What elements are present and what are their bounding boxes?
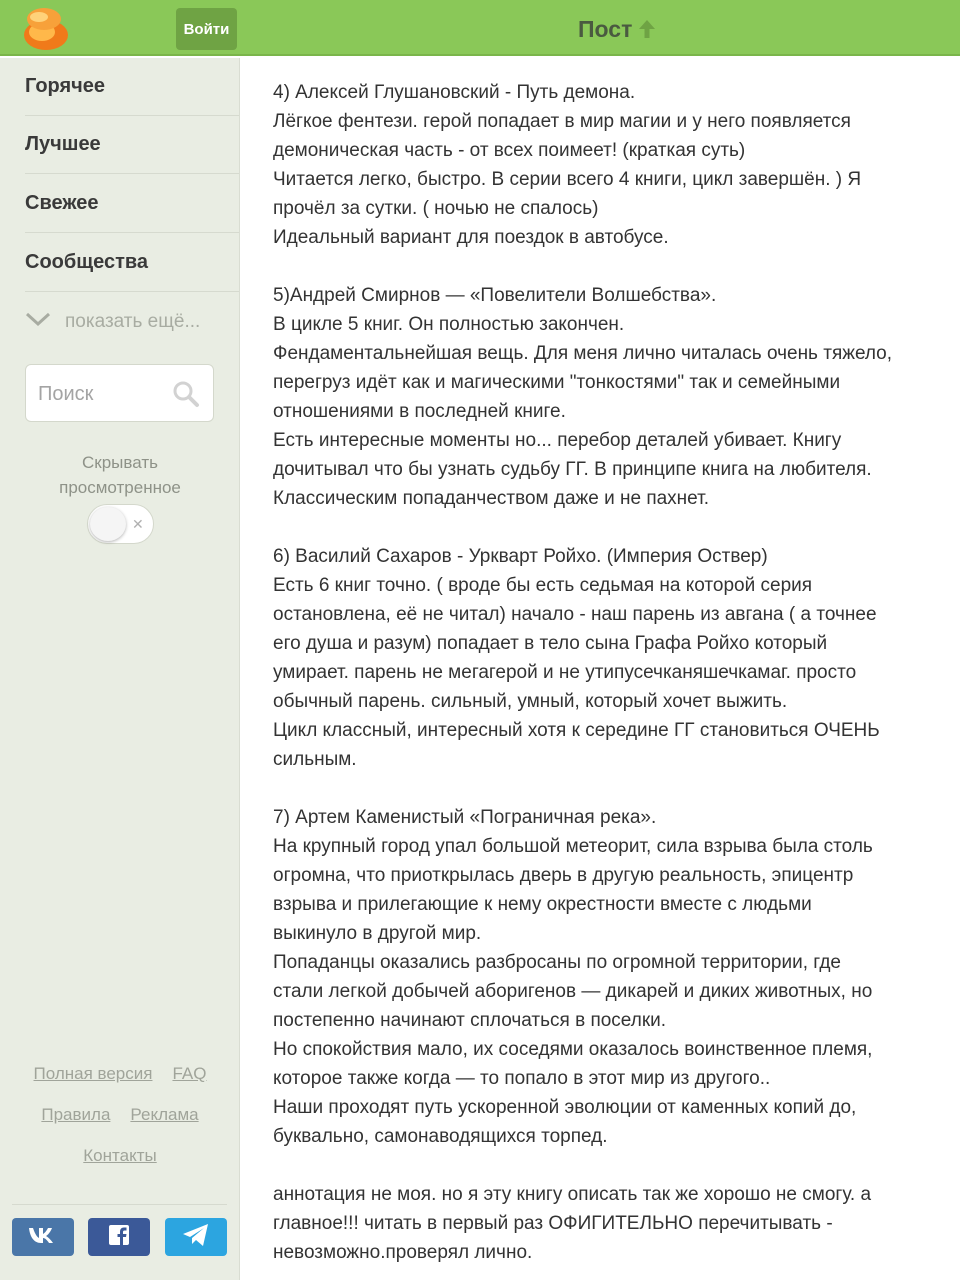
post-text-line: аннотация не моя. но я эту книгу описать так же хорошо не смогу. а xyxy=(273,1184,872,1205)
close-icon: ✕ xyxy=(132,516,144,532)
footer-row xyxy=(0,1146,240,1166)
post-text-line: прочёл за сутки. ( ночью не спалось) xyxy=(273,198,599,219)
hide-viewed-line: Скрывать xyxy=(82,453,158,472)
post-text-line: Классическим попаданчеством даже и не пахнет. xyxy=(273,488,709,509)
toggle-knob xyxy=(90,507,126,541)
post-text-line: 4) Алексей Глушановский - Путь демона. xyxy=(273,82,636,103)
post-text-line: сильным. xyxy=(273,749,357,770)
post-text-line: Читается легко, быстро. В серии всего 4 книги, цикл завершён. ) Я xyxy=(273,169,862,190)
post-text-line: Наши проходят путь ускоренной эволюции от каменных копий до, xyxy=(273,1097,857,1118)
post-text-line: Фендаментальнейшая вещь. Для меня лично читалась очень тяжело, xyxy=(273,343,893,364)
sidebar-item-hot[interactable] xyxy=(25,58,239,116)
post-text-line: дочитывал что бы узнать судьбу ГГ. В принципе книга на любителя. xyxy=(273,459,872,480)
footer-row xyxy=(0,1064,240,1084)
sidebar-item-label: Горячее xyxy=(25,75,106,97)
vk-icon xyxy=(28,1226,58,1249)
ads-link[interactable]: Реклама xyxy=(130,1105,199,1124)
faq-link[interactable]: FAQ xyxy=(172,1064,207,1083)
search-input[interactable] xyxy=(38,377,168,411)
search-box[interactable] xyxy=(25,364,214,422)
sidebar xyxy=(0,58,240,1280)
post-paragraph xyxy=(273,542,923,774)
post-text-line: буквально, самонаводящихся торпед. xyxy=(273,1126,608,1147)
post-text-line: перегруз идёт как и магическими "тонкостями" так и семейными xyxy=(273,372,841,393)
post-text-line: невозможно.проверял лично. xyxy=(273,1242,533,1263)
post-text-line: взрыва и прилегающие к нему окрестности вместе с людьми xyxy=(273,894,812,915)
hide-viewed-label xyxy=(0,450,240,500)
post-content xyxy=(273,78,923,1280)
search-icon[interactable] xyxy=(172,380,200,408)
post-text-line: Есть интересные моменты но... перебор деталей убивает. Книгу xyxy=(273,430,842,451)
post-text-line: В цикле 5 книг. Он полностью закончен. xyxy=(273,314,625,335)
post-paragraph xyxy=(273,78,923,252)
post-text-line: 5)Андрей Смирнов — «Повелители Волшебства». xyxy=(273,285,717,306)
vk-button[interactable] xyxy=(12,1218,74,1256)
show-more-button[interactable] xyxy=(25,302,239,342)
post-text-line: его душа и разум) попадает в тело сына Графа Ройхо который xyxy=(273,633,828,654)
post-text-line: обычный парень. сильный, умный, который хочет выжить. xyxy=(273,691,788,712)
post-paragraph xyxy=(273,1180,923,1267)
post-text-line: Но спокойствия мало, их соседями оказалось воинственное племя, xyxy=(273,1039,873,1060)
sidebar-item-fresh[interactable] xyxy=(25,175,239,233)
hide-viewed-toggle[interactable] xyxy=(87,504,154,544)
divider xyxy=(12,1204,227,1205)
sidebar-item-label: Свежее xyxy=(25,192,99,214)
top-bar xyxy=(0,0,960,56)
contacts-link[interactable]: Контакты xyxy=(83,1146,157,1165)
login-button[interactable]: Войти xyxy=(176,8,237,50)
post-title-label: Пост xyxy=(578,15,633,42)
sidebar-item-communities[interactable] xyxy=(25,234,239,292)
arrow-up-icon[interactable] xyxy=(638,19,656,39)
post-text-line: которое также когда — то попало в этот мир из другого.. xyxy=(273,1068,771,1089)
post-paragraph xyxy=(273,281,923,513)
rules-link[interactable]: Правила xyxy=(41,1105,111,1124)
sidebar-item-best[interactable] xyxy=(25,116,239,174)
hide-viewed-line: просмотренное xyxy=(59,478,181,497)
post-text-line: Идеальный вариант для поездок в автобусе. xyxy=(273,227,669,248)
facebook-icon xyxy=(108,1224,130,1251)
post-text-line: отношениями в последней книге. xyxy=(273,401,566,422)
post-text-line: демоническая часть - от всех поимеет! (краткая суть) xyxy=(273,140,746,161)
telegram-button[interactable] xyxy=(165,1218,227,1256)
post-text-line: На крупный город упал большой метеорит, сила взрыва была столь xyxy=(273,836,873,857)
show-more-label: показать ещё... xyxy=(65,311,201,332)
post-text-line: стали легкой добычей аборигенов — дикарей и диких животных, но xyxy=(273,981,873,1002)
pikabu-logo-icon[interactable] xyxy=(22,5,72,51)
chevron-down-icon xyxy=(25,311,51,333)
post-text-line: Есть 6 книг точно. ( вроде бы есть седьмая на которой серия xyxy=(273,575,813,596)
post-text-line: Цикл классный, интересный хотя к середине ГГ становиться ОЧЕНЬ xyxy=(273,720,880,741)
post-text-line: огромна, что приоткрылась дверь в другую реальность, эпицентр xyxy=(273,865,854,886)
post-text-line: постепенно начинают сплочаться в поселки. xyxy=(273,1010,667,1031)
sidebar-item-label: Сообщества xyxy=(25,251,149,273)
post-text-line: главное!!! читать в первый раз ОФИГИТЕЛЬНО перечитывать - xyxy=(273,1213,833,1234)
full-version-link[interactable]: Полная версия xyxy=(33,1064,153,1083)
post-text-line: 6) Василий Сахаров - Уркварт Ройхо. (Империя Оствер) xyxy=(273,546,768,567)
post-paragraph xyxy=(273,803,923,1151)
page-title xyxy=(578,14,656,44)
post-text-line: 7) Артем Каменистый «Пограничная река». xyxy=(273,807,657,828)
telegram-icon xyxy=(182,1223,210,1252)
sidebar-item-label: Лучшее xyxy=(25,133,101,155)
post-text-line: остановлена, её не читал) начало - наш парень из авгана ( а точнее xyxy=(273,604,877,625)
post-text-line: умирает. парень не мегагерой и не утипусечканяшечкамаг. просто xyxy=(273,662,857,683)
post-text-line: Лёгкое фентези. герой попадает в мир магии и у него появляется xyxy=(273,111,851,132)
footer-row xyxy=(0,1105,240,1125)
post-text-line: Попаданцы оказались разбросаны по огромной территории, где xyxy=(273,952,841,973)
facebook-button[interactable] xyxy=(88,1218,150,1256)
post-text-line: выкинуло в другой мир. xyxy=(273,923,482,944)
